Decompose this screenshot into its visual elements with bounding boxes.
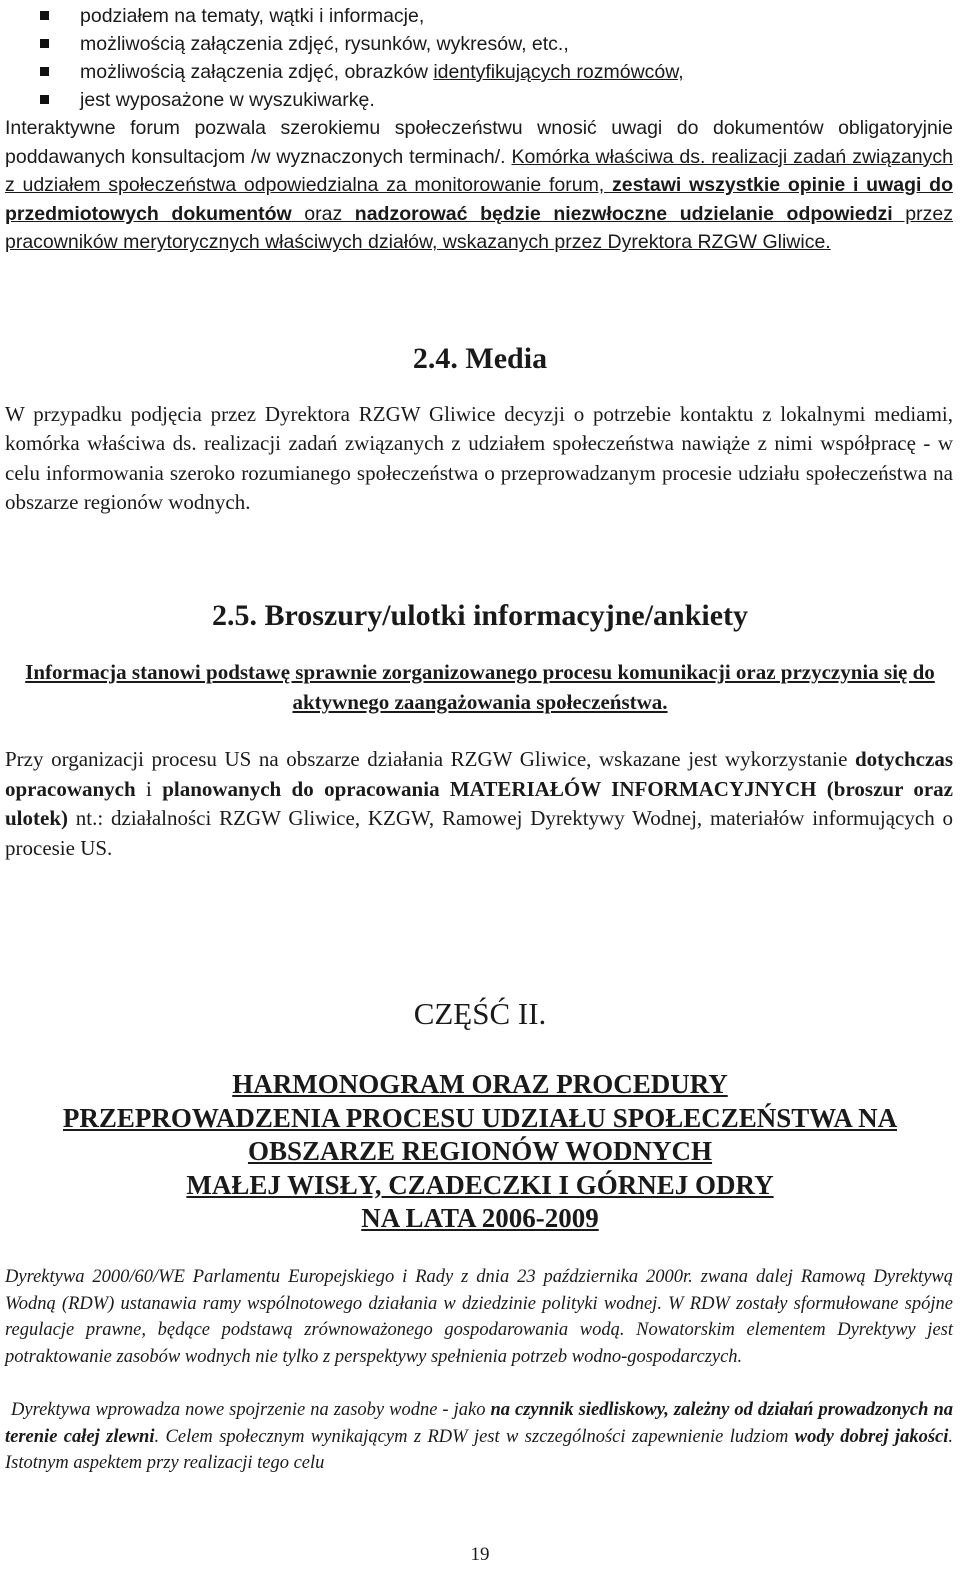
bullet-item: możliwością załączenia zdjęć, rysunków, wykresów, etc., <box>40 30 940 58</box>
bullet-item: jest wyposażone w wyszukiwarkę. <box>40 86 940 114</box>
broszury-paragraph: Przy organizacji procesu US na obszarze działania RZGW Gliwice, wskazane jest wykorzystanie dotychczas opracowanych i planowanych do opracowania MATERIAŁÓW INFORMACYJNYCH (broszur oraz ulotek) nt.: działalności RZGW Gliwice, KZGW, Ramowej Dyrektywy Wodnej, materiałów informujących o procesie US. <box>5 747 953 860</box>
info-statement: Informacja stanowi podstawę sprawnie zorganizowanego procesu komunikacji oraz przyczynia się do aktywnego zaangażowania społeczeństwa. <box>25 660 935 714</box>
square-bullet-icon <box>40 11 49 20</box>
part-heading: CZĘŚĆ II. <box>413 996 547 1031</box>
part-title <box>0 1068 960 1236</box>
part-title-line: NA LATA 2006-2009 <box>361 1203 599 1234</box>
media-paragraph: W przypadku podjęcia przez Dyrektora RZGW Gliwice decyzji o potrzebie kontaktu z lokalnymi mediami, komórka właściwa ds. realizacji zadań związanych z udziałem społeczeństwa nawiąże z nimi współpracę - w celu informowania szeroko rozumianego społeczeństwa o przeprowadzanym procesie udziału społeczeństwa na obszarze regionów wodnych. <box>5 402 953 515</box>
part-title-line: MAŁEJ WISŁY, CZADECZKI I GÓRNEJ ODRY <box>186 1169 774 1200</box>
directive-paragraph-2: Dyrektywa wprowadza nowe spojrzenie na zasoby wodne - jako na czynnik siedliskowy, zależny od działań prowadzonych na terenie całej zlewni. Celem społecznym wynikającym z RDW jest w szczególności zapewnienie ludziom wody dobrej jakości. Istotnym aspektem przy realizacji tego celu <box>5 1400 953 1474</box>
bullet-text-underlined: identyfikujących rozmówców, <box>433 61 684 83</box>
part-title-line: HARMONOGRAM ORAZ PROCEDURY <box>232 1069 728 1099</box>
forum-paragraph: Interaktywne forum pozwala szerokiemu społeczeństwu wnosić uwagi do dokumentów obligatoryjnie poddawanych konsultacjom /w wyznaczonych terminach/. Komórka właściwa ds. realizacji zadań związanych z udziałem społeczeństwa odpowiedzialna za monitorowanie forum, zestawi wszystkie opinie i uwagi do przedmiotowych dokumentów oraz nadzorować będzie niezwłoczne udzielanie odpowiedzi przez pracowników merytorycznych właściwych działów, wskazanych przez Dyrektora RZGW Gliwice. <box>5 117 953 254</box>
section-heading-media: 2.4. Media <box>412 342 548 375</box>
square-bullet-icon <box>40 67 49 76</box>
part-title-line: OBSZARZE REGIONÓW WODNYCH <box>247 1136 713 1167</box>
bullet-item <box>40 58 940 86</box>
feature-bullet-list <box>40 2 940 114</box>
bullet-text-plain: możliwością załączenia zdjęć, obrazków <box>80 61 434 83</box>
bullet-item: podziałem na tematy, wątki i informacje, <box>40 2 940 30</box>
page-number: 19 <box>470 1544 490 1565</box>
part-title-line: PRZEPROWADZENIA PROCESU UDZIAŁU SPOŁECZEŃSTWA NA <box>62 1102 898 1133</box>
square-bullet-icon <box>40 95 49 104</box>
square-bullet-icon <box>40 39 49 48</box>
section-heading-broszury: 2.5. Broszury/ulotki informacyjne/ankiety <box>211 599 749 632</box>
directive-paragraph-1: Dyrektywa 2000/60/WE Parlamentu Europejskiego i Rady z dnia 23 października 2000r. zwana dalej Ramową Dyrektywą Wodną (RDW) ustanawia ramy wspólnotowego działania w dziedzinie polityki wodnej. W RDW zostały sformułowane spójne regulacje prawne, będące podstawą zrównoważonego gospodarowania wodą. Nowatorskim elementem Dyrektywy jest potraktowanie zasobów wodnych nie tylko z perspektywy spełnienia potrzeb wodno-gospodarczych. <box>5 1267 953 1367</box>
